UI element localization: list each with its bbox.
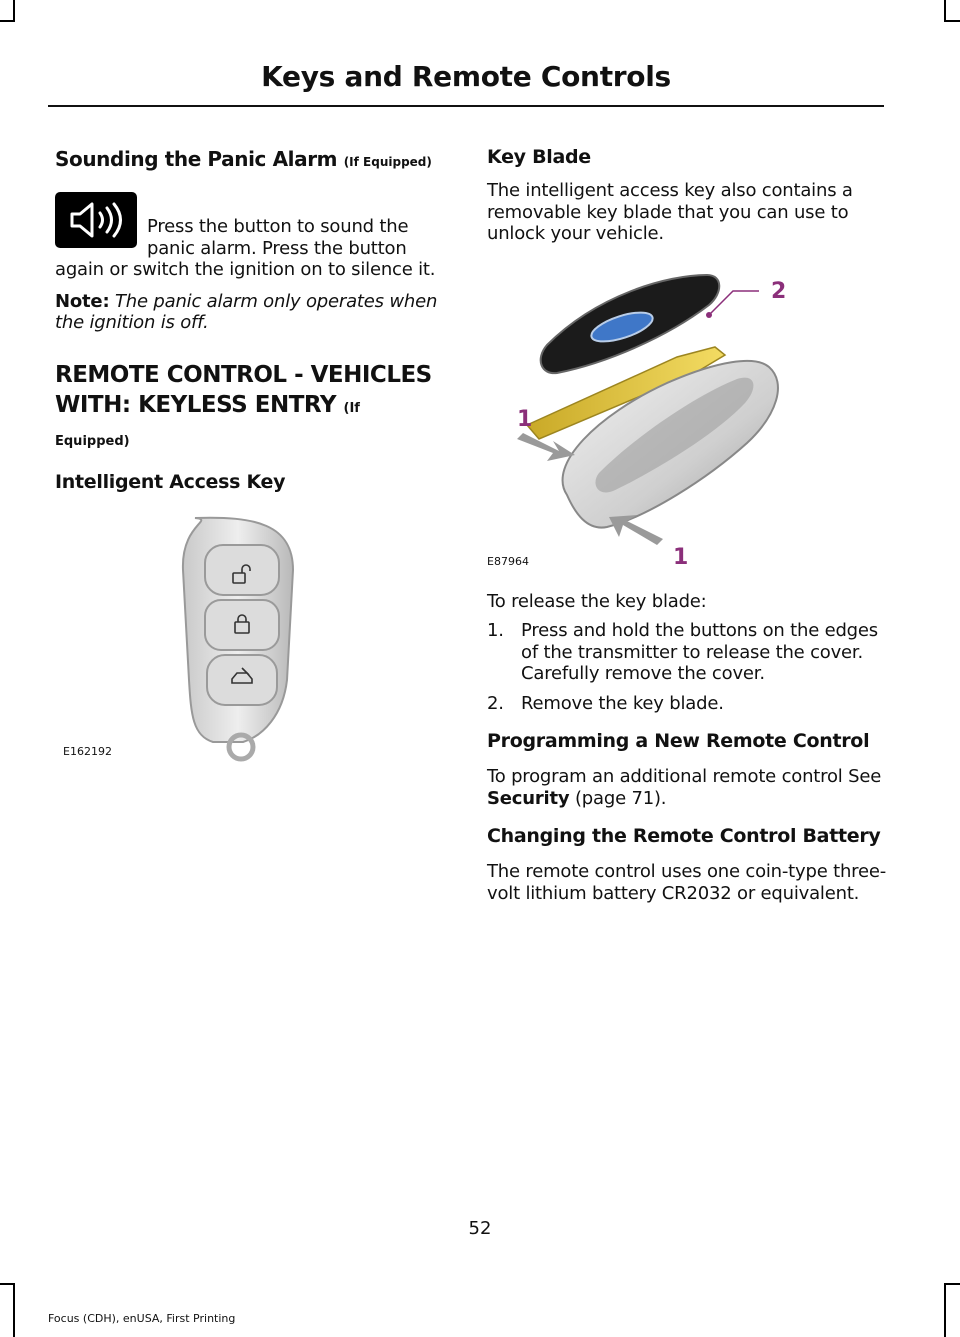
intelligent-access-key-heading: Intelligent Access Key (55, 470, 286, 493)
crop-mark (944, 20, 960, 22)
step-item (487, 693, 887, 715)
programming-text (487, 766, 887, 809)
crop-mark (944, 0, 946, 22)
battery-heading: Changing the Remote Control Battery (487, 825, 881, 847)
crop-mark (0, 20, 15, 22)
key-fob-illustration (55, 510, 315, 770)
chapter-heading-line2-text: WITH: KEYLESS ENTRY (55, 391, 336, 418)
step-item (487, 620, 887, 685)
panic-alarm-title: Sounding the Panic Alarm (55, 147, 338, 171)
release-intro: To release the key blade: (487, 590, 707, 612)
note-label: Note: (55, 290, 110, 312)
step-number: 2. (487, 692, 504, 714)
panic-note (55, 291, 447, 334)
programming-heading: Programming a New Remote Control (487, 730, 870, 752)
chapter-heading-qualifier-a: (If (343, 400, 360, 416)
lock-icon (231, 613, 253, 639)
chapter-heading (55, 360, 447, 424)
step-number: 1. (487, 620, 504, 641)
callout-1-bottom: 1 (673, 544, 689, 570)
unlock-icon (231, 563, 253, 589)
chapter-heading-line2 (55, 390, 447, 424)
release-steps (487, 620, 887, 714)
footer-doc-info: Focus (CDH), enUSA, First Printing (48, 1312, 236, 1325)
panic-alarm-text: Press the button to sound the panic alarm. Press the button again or switch the ignition on to silence it. (55, 216, 436, 280)
callout-2: 2 (771, 278, 787, 304)
programming-text-b: (page 71). (574, 787, 667, 809)
security-reference-link[interactable]: Security (487, 787, 570, 809)
page-header-title: Keys and Remote Controls (261, 60, 671, 93)
key-blade-heading: Key Blade (487, 146, 591, 168)
panic-alarm-title-qualifier: (If Equipped) (343, 155, 432, 169)
battery-text: The remote control uses one coin-type three-volt lithium battery CR2032 or equivalent. (487, 861, 887, 904)
crop-mark (0, 1283, 15, 1285)
left-column (55, 146, 447, 493)
chapter-heading-qualifier-b: Equipped) (55, 433, 130, 449)
callout-1-left: 1 (517, 406, 533, 432)
crop-mark (13, 0, 15, 22)
right-column (487, 146, 887, 904)
key-blade-illustration (487, 255, 887, 575)
header-rule (48, 105, 884, 107)
key-figure-code: E87964 (487, 554, 529, 568)
page-number: 52 (468, 1218, 492, 1239)
programming-text-a: To program an additional remote control See (487, 766, 882, 787)
key-blade-text: The intelligent access key also contains a removable key blade that you can use to unlock your vehicle. (487, 180, 853, 244)
chapter-heading-line1: REMOTE CONTROL - VEHICLES (55, 361, 432, 388)
step-text: Remove the key blade. (521, 692, 724, 714)
crop-mark (944, 1283, 960, 1285)
speaker-sound-icon (55, 192, 137, 248)
note-text: The panic alarm only operates when the ignition is off. (55, 290, 438, 333)
crop-mark (13, 1283, 15, 1337)
step-text: Press and hold the buttons on the edges of the transmitter to release the cover. Carefully remove the cover. (521, 620, 878, 684)
trunk-release-icon (229, 665, 255, 691)
panic-alarm-block (55, 189, 447, 281)
crop-mark (944, 1283, 946, 1337)
panic-alarm-heading (55, 146, 447, 175)
fob-figure-code: E162192 (63, 745, 112, 758)
